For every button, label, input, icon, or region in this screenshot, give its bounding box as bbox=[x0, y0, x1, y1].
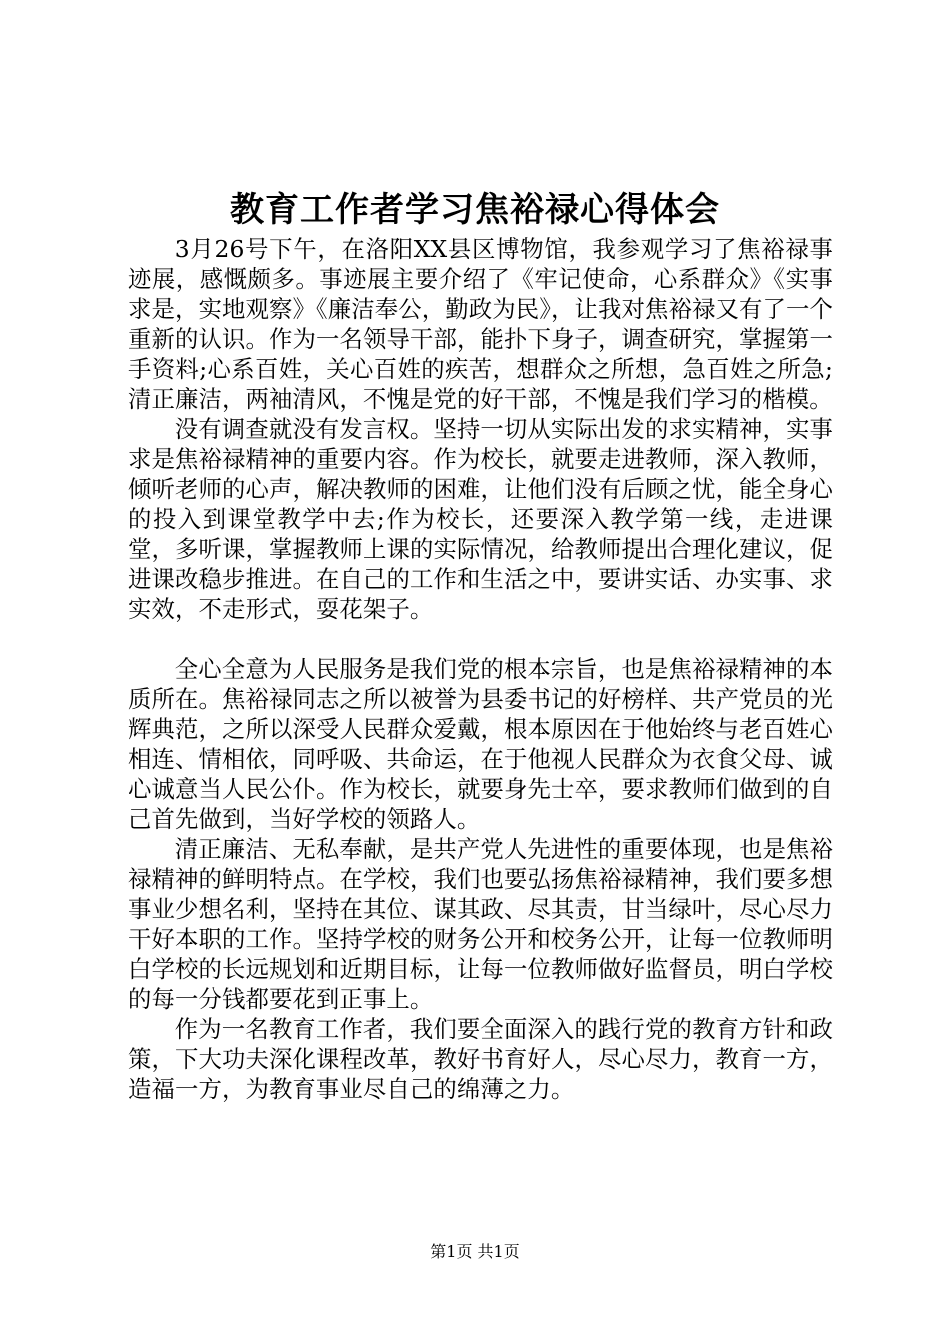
paragraph: 没有调查就没有发言权。坚持一切从实际出发的求实精神，实事求是焦裕禄精神的重要内容。作为校长，就要走进教师，深入教师，倾听老师的心声，解决教师的困难，让他们没有后顾之忧，能全身心的投入到课堂教学中去;作为校长，还要深入教学第一线，走进课堂，多听课，掌握教师上课的实际情况，给教师提出合理化建议，促进课改稳步推进。在自己的工作和生活之中，要讲实话、办实事、求实效，不走形式，耍花架子。 bbox=[128, 415, 833, 623]
document-body bbox=[128, 234, 833, 1104]
paragraph: 清正廉洁、无私奉献，是共产党人先进性的重要体现，也是焦裕禄精神的鲜明特点。在学校，我们也要弘扬焦裕禄精神，我们要多想事业少想名利，坚持在其位、谋其政、尽其责，甘当绿叶，尽心尽力干好本职的工作。坚持学校的财务公开和校务公开，让每一位教师明白学校的长远规划和近期目标，让每一位教师做好监督员，明白学校的每一分钱都要花到正事上。 bbox=[128, 835, 833, 1013]
page-number-footer: 第1页 共1页 bbox=[430, 1242, 520, 1261]
document-title: 教育工作者学习焦裕禄心得体会 bbox=[230, 190, 720, 230]
paragraph: 作为一名教育工作者，我们要全面深入的践行党的教育方针和政策，下大功夫深化课程改革，教好书育好人，尽心尽力，教育一方，造福一方，为教育事业尽自己的绵薄之力。 bbox=[128, 1015, 833, 1103]
paragraph: 3月26号下午，在洛阳XX县区博物馆，我参观学习了焦裕禄事迹展，感慨颇多。事迹展主要介绍了《牢记使命，心系群众》《实事求是，实地观察》《廉洁奉公，勤政为民》，让我对焦裕禄又有了一个重新的认识。作为一名领导干部，能扑下身子，调查研究，掌握第一手资料;心系百姓，关心百姓的疾苦，想群众之所想，急百姓之所急;清正廉洁，两袖清风，不愧是党的好干部，不愧是我们学习的楷模。 bbox=[128, 235, 833, 413]
paragraph-spacer bbox=[128, 624, 833, 654]
paragraph: 全心全意为人民服务是我们党的根本宗旨，也是焦裕禄精神的本质所在。焦裕禄同志之所以被誉为县委书记的好榜样、共产党员的光辉典范，之所以深受人民群众爱戴，根本原因在于他始终与老百姓心相连、情相依，同呼吸、共命运，在于他视人民群众为衣食父母、诚心诚意当人民公仆。作为校长，就要身先士卒，要求教师们做到的自己首先做到，当好学校的领路人。 bbox=[128, 655, 833, 833]
